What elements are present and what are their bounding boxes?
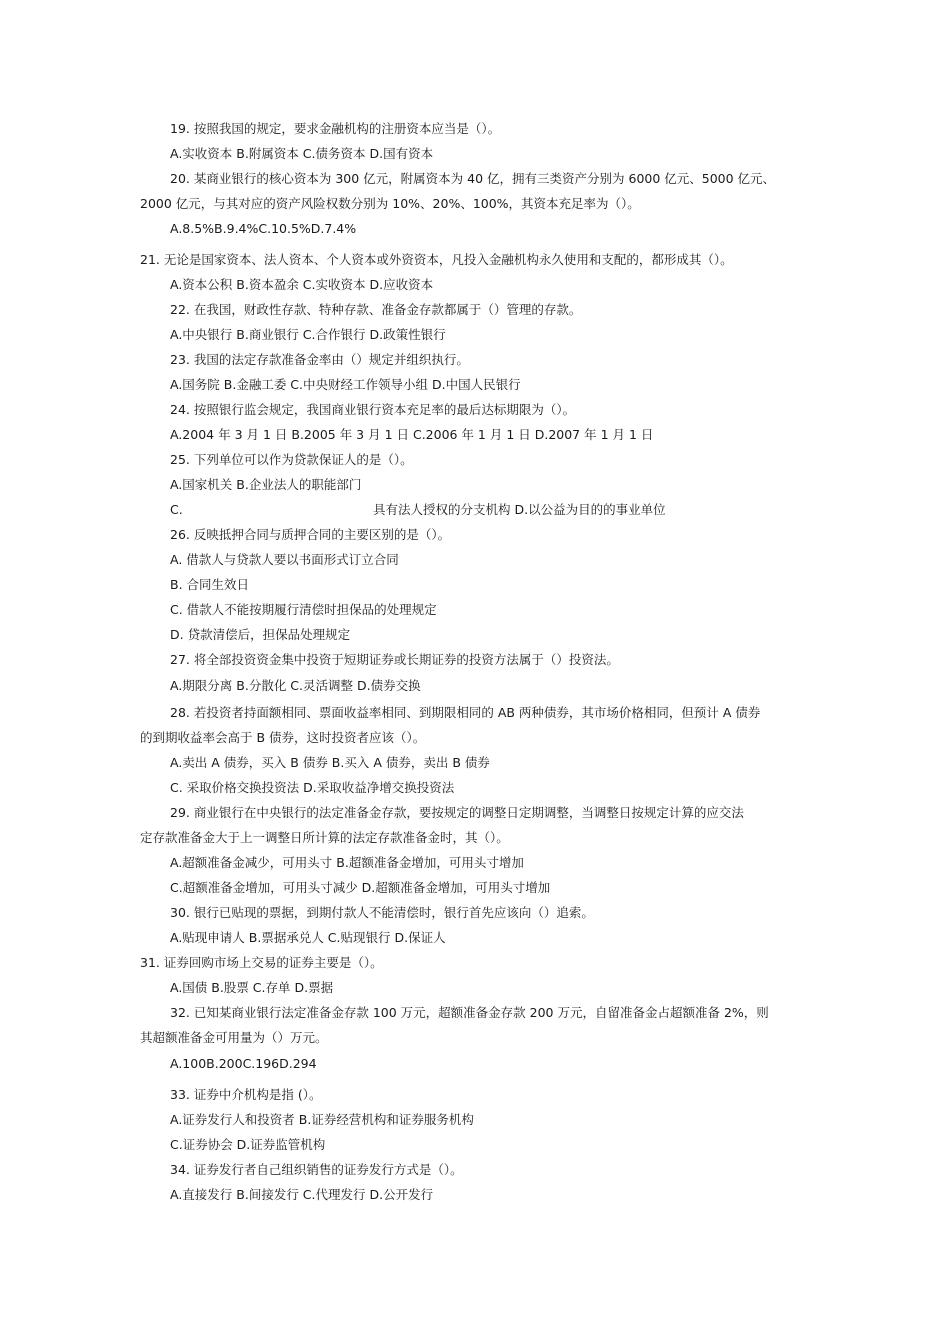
q26-text: 26. 反映抵押合同与质押合同的主要区别的是（）。 [170, 527, 451, 542]
q33-options: A.证券发行人和投资者 B.证券经营机构和证券服务机构 [170, 1112, 474, 1127]
q23-options: A.国务院 B.金融工委 C.中央财经工作领导小组 D.中国人民银行 [170, 377, 521, 392]
q20-text: 20. 某商业银行的核心资本为 300 亿元，附属资本为 40 亿，拥有三类资产分别为 6000 亿元、5000 亿元、 [170, 171, 776, 186]
q31-options: A.国债 B.股票 C.存单 D.票据 [170, 980, 334, 995]
q33-text: 33. 证券中介机构是指 (）。 [170, 1087, 322, 1102]
q25-options: A.国家机关 B.企业法人的职能部门 [170, 477, 362, 492]
q28-options-cont: C. 采取价格交换投资法 D.采取收益净增交换投资法 [170, 780, 455, 795]
q27-text: 27. 将全部投资资金集中投资于短期证券或长期证券的投资方法属于（）投资法。 [170, 652, 619, 667]
q19-options: A.实收资本 B.附属资本 C.债务资本 D.国有资本 [170, 146, 434, 161]
q29-options-cont: C.超额准备金增加，可用头寸减少 D.超额准备金增加，可用头寸增加 [170, 880, 551, 895]
q30-text: 30. 银行已贴现的票据，到期付款人不能清偿时，银行首先应该向（）追索。 [170, 905, 594, 920]
q34-text: 34. 证券发行者自己组织销售的证券发行方式是（）。 [170, 1162, 463, 1177]
q32-options: A.100B.200C.196D.294 [170, 1056, 317, 1071]
q29-text: 29. 商业银行在中央银行的法定准备金存款，要按规定的调整日定期调整，当调整日按规定计算的应交法 [170, 805, 744, 820]
q34-options: A.直接发行 B.间接发行 C.代理发行 D.公开发行 [170, 1187, 434, 1202]
q23-text: 23. 我国的法定存款准备金率由（）规定并组织执行。 [170, 352, 469, 367]
q24-text: 24. 按照银行监会规定，我国商业银行资本充足率的最后达标期限为（）。 [170, 402, 576, 417]
q22-text: 22. 在我国，财政性存款、特种存款、准备金存款都属于（）管理的存款。 [170, 302, 582, 317]
q32-text: 32. 已知某商业银行法定准备金存款 100 万元，超额准备金存款 200 万元，自留准备金占超额准备 2%，则 [170, 1005, 769, 1020]
q31-text: 31. 证券回购市场上交易的证券主要是（）。 [140, 955, 383, 970]
q20-options: A.8.5%B.9.4%C.10.5%D.7.4% [170, 221, 357, 236]
q26-option-d: D. 贷款清偿后，担保品处理规定 [170, 627, 351, 642]
q25-option-c-label: C. [170, 502, 183, 517]
q25-options-cont: 具有法人授权的分支机构 D.以公益为目的的事业单位 [373, 502, 666, 517]
q28-options: A.卖出 A 债券，买入 B 债券 B.买入 A 债券，卖出 B 债券 [170, 755, 490, 770]
q21-text: 21. 无论是国家资本、法人资本、个人资本或外资资本，凡投入金融机构永久使用和支配的，都形成其（）。 [140, 252, 733, 267]
q33-options-cont: C.证券协会 D.证券监管机构 [170, 1137, 326, 1152]
q26-option-b: B. 合同生效日 [170, 577, 250, 592]
q26-option-c: C. 借款人不能按期履行清偿时担保品的处理规定 [170, 602, 437, 617]
q25-text: 25. 下列单位可以作为贷款保证人的是（）。 [170, 452, 413, 467]
q21-options: A.资本公积 B.资本盈余 C.实收资本 D.应收资本 [170, 277, 434, 292]
q26-option-a: A. 借款人与贷款人要以书面形式订立合同 [170, 552, 399, 567]
q19-text: 19. 按照我国的规定，要求金融机构的注册资本应当是（）。 [170, 121, 501, 136]
q27-options: A.期限分离 B.分散化 C.灵活调整 D.债券交换 [170, 678, 421, 693]
q32-text-cont: 其超额准备金可用量为（）万元。 [140, 1030, 328, 1045]
q29-text-cont: 定存款准备金大于上一调整日所计算的法定存款准备金时，其（）。 [140, 830, 509, 845]
q24-options: A.2004 年 3 月 1 日 B.2005 年 3 月 1 日 C.2006 年 1 月 1 日 D.2007 年 1 月 1 日 [170, 427, 654, 442]
q30-options: A.贴现申请人 B.票据承兑人 C.贴现银行 D.保证人 [170, 930, 446, 945]
q29-options: A.超额准备金减少，可用头寸 B.超额准备金增加，可用头寸增加 [170, 855, 524, 870]
q20-text-cont: 2000 亿元，与其对应的资产风险权数分别为 10%、20%、100%，其资本充足率为（）。 [140, 196, 640, 211]
q28-text: 28. 若投资者持面额相同、票面收益率相同、到期限相同的 AB 两种债券，其市场价格相同，但预计 A 债券 [170, 705, 761, 720]
q28-text-cont: 的到期收益率会高于 B 债券，这时投资者应该（）。 [140, 730, 426, 745]
q22-options: A.中央银行 B.商业银行 C.合作银行 D.政策性银行 [170, 327, 446, 342]
